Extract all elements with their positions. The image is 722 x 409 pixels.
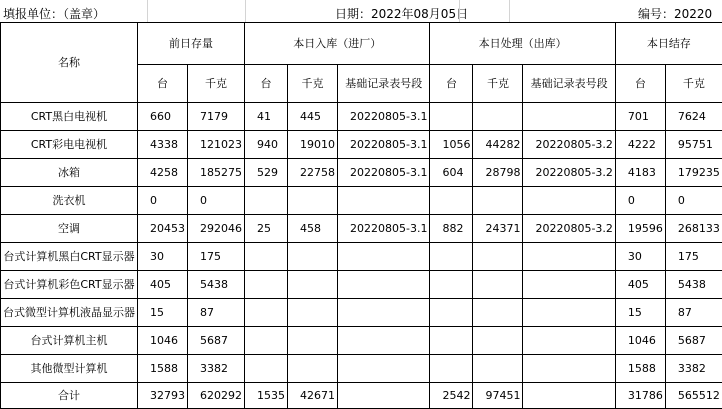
cell-end-kg: 565512: [665, 383, 722, 409]
cell-end-kg: 268133: [665, 215, 722, 243]
cell-in-units: [245, 355, 288, 383]
cell-in-units: [245, 243, 288, 271]
table-row: [1, 271, 722, 299]
cell-row-name: CRT彩电电视机: [1, 131, 138, 159]
table-row: [1, 187, 722, 215]
cell-in-units: 529: [245, 159, 288, 187]
cell-out-kg: 97451: [473, 383, 523, 409]
cell-out-record-seg: [523, 271, 615, 299]
table-row: [1, 327, 722, 355]
cell-prev-kg: 5438: [188, 271, 245, 299]
header-divider: [509, 0, 510, 22]
cell-prev-kg: 175: [188, 243, 245, 271]
cell-prev-units: 32793: [138, 383, 188, 409]
cell-end-kg: 5438: [665, 271, 722, 299]
subheader-units: 台: [138, 65, 188, 103]
cell-out-kg: [473, 327, 523, 355]
cell-out-record-seg: [523, 299, 615, 327]
report-number: 编号：20220: [638, 7, 713, 21]
cell-end-kg: 5687: [665, 327, 722, 355]
col-header-end-stock: 本日结存: [615, 23, 722, 65]
cell-in-units: [245, 327, 288, 355]
cell-end-kg: 179235: [665, 159, 722, 187]
cell-end-units: 19596: [615, 215, 665, 243]
table-row: [1, 215, 722, 243]
cell-prev-units: 660: [138, 103, 188, 131]
cell-in-units: [245, 187, 288, 215]
cell-prev-kg: 292046: [188, 215, 245, 243]
table-body: [1, 103, 722, 409]
cell-in-kg: 42671: [288, 383, 338, 409]
report-header: [0, 0, 713, 22]
cell-out-record-seg: [523, 383, 615, 409]
cell-end-kg: 3382: [665, 355, 722, 383]
cell-row-name: 台式计算机黑白CRT显示器: [1, 243, 138, 271]
cell-row-name: 冰箱: [1, 159, 138, 187]
col-header-in-today: 本日入库（进厂）: [245, 23, 430, 65]
cell-out-kg: [473, 355, 523, 383]
subheader-units: 台: [615, 65, 665, 103]
subheader-kg: 千克: [188, 65, 245, 103]
cell-out-record-seg: [523, 243, 615, 271]
cell-in-kg: [288, 271, 338, 299]
cell-out-units: [430, 243, 473, 271]
cell-in-kg: 19010: [288, 131, 338, 159]
cell-prev-kg: 7179: [188, 103, 245, 131]
cell-prev-units: 15: [138, 299, 188, 327]
cell-out-units: [430, 271, 473, 299]
cell-in-record-seg: [338, 271, 430, 299]
cell-out-record-seg: [523, 327, 615, 355]
cell-out-units: 2542: [430, 383, 473, 409]
cell-end-units: 31786: [615, 383, 665, 409]
cell-end-units: 1046: [615, 327, 665, 355]
cell-end-units: 4222: [615, 131, 665, 159]
col-header-prev-stock: 前日存量: [138, 23, 245, 65]
table-row: [1, 243, 722, 271]
cell-prev-units: 0: [138, 187, 188, 215]
table-row: [1, 131, 722, 159]
cell-in-kg: [288, 327, 338, 355]
cell-prev-units: 20453: [138, 215, 188, 243]
subheader-kg: 千克: [665, 65, 722, 103]
cell-prev-units: 1046: [138, 327, 188, 355]
cell-out-units: 604: [430, 159, 473, 187]
subheader-units: 台: [430, 65, 473, 103]
cell-end-units: 1588: [615, 355, 665, 383]
col-header-out-today: 本日处理（出库）: [430, 23, 615, 65]
report-date: 日期：2022年08月05日: [335, 7, 469, 21]
cell-prev-units: 1588: [138, 355, 188, 383]
cell-out-record-seg: 20220805-3.2: [523, 215, 615, 243]
table-row: [1, 383, 722, 409]
table-row: [1, 103, 722, 131]
cell-out-units: [430, 355, 473, 383]
cell-in-units: 25: [245, 215, 288, 243]
subheader-kg: 千克: [473, 65, 523, 103]
cell-in-record-seg: [338, 327, 430, 355]
cell-row-name: CRT黑白电视机: [1, 103, 138, 131]
cell-prev-units: 405: [138, 271, 188, 299]
cell-in-kg: [288, 299, 338, 327]
cell-out-units: [430, 103, 473, 131]
cell-prev-kg: 3382: [188, 355, 245, 383]
header-divider: [245, 0, 246, 22]
cell-in-kg: [288, 243, 338, 271]
cell-end-units: 4183: [615, 159, 665, 187]
cell-row-name: 台式计算机主机: [1, 327, 138, 355]
cell-row-name: 洗衣机: [1, 187, 138, 215]
cell-prev-kg: 620292: [188, 383, 245, 409]
cell-prev-kg: 0: [188, 187, 245, 215]
cell-out-units: 882: [430, 215, 473, 243]
cell-in-units: 1535: [245, 383, 288, 409]
cell-in-units: [245, 299, 288, 327]
cell-in-record-seg: 20220805-3.1: [338, 103, 430, 131]
cell-prev-units: 4338: [138, 131, 188, 159]
cell-out-record-seg: [523, 355, 615, 383]
table-row: [1, 159, 722, 187]
inventory-table: [0, 22, 722, 409]
reporting-unit-label: 填报单位：（盖章）: [3, 7, 106, 21]
cell-in-record-seg: 20220805-3.1: [338, 215, 430, 243]
cell-row-name: 台式计算机彩色CRT显示器: [1, 271, 138, 299]
cell-end-units: 15: [615, 299, 665, 327]
cell-in-kg: 445: [288, 103, 338, 131]
col-header-name: 名称: [1, 23, 138, 103]
header-divider: [147, 0, 148, 22]
cell-end-kg: 87: [665, 299, 722, 327]
cell-out-kg: 28798: [473, 159, 523, 187]
subheader-record-seg: 基础记录表号段: [523, 65, 615, 103]
cell-prev-units: 4258: [138, 159, 188, 187]
cell-out-units: [430, 327, 473, 355]
subheader-record-seg: 基础记录表号段: [338, 65, 430, 103]
cell-out-record-seg: 20220805-3.2: [523, 131, 615, 159]
cell-row-name: 合计: [1, 383, 138, 409]
cell-end-kg: 0: [665, 187, 722, 215]
cell-in-units: [245, 271, 288, 299]
cell-out-kg: [473, 103, 523, 131]
cell-end-units: 0: [615, 187, 665, 215]
cell-in-record-seg: [338, 383, 430, 409]
cell-end-kg: 95751: [665, 131, 722, 159]
cell-end-kg: 175: [665, 243, 722, 271]
cell-end-units: 701: [615, 103, 665, 131]
cell-out-kg: 24371: [473, 215, 523, 243]
cell-row-name: 台式微型计算机液晶显示器: [1, 299, 138, 327]
header-divider: [459, 0, 460, 22]
table-row: [1, 299, 722, 327]
cell-out-kg: [473, 271, 523, 299]
cell-prev-kg: 121023: [188, 131, 245, 159]
cell-out-units: [430, 187, 473, 215]
cell-end-units: 30: [615, 243, 665, 271]
cell-out-record-seg: 20220805-3.2: [523, 159, 615, 187]
cell-end-kg: 7624: [665, 103, 722, 131]
cell-out-record-seg: [523, 103, 615, 131]
cell-in-record-seg: [338, 355, 430, 383]
table-row: [1, 355, 722, 383]
cell-row-name: 空调: [1, 215, 138, 243]
cell-in-record-seg: [338, 299, 430, 327]
cell-out-kg: [473, 243, 523, 271]
cell-prev-kg: 185275: [188, 159, 245, 187]
cell-out-kg: [473, 299, 523, 327]
cell-prev-kg: 87: [188, 299, 245, 327]
cell-in-record-seg: [338, 243, 430, 271]
cell-out-record-seg: [523, 187, 615, 215]
cell-in-units: 940: [245, 131, 288, 159]
cell-out-units: [430, 299, 473, 327]
subheader-units: 台: [245, 65, 288, 103]
cell-row-name: 其他微型计算机: [1, 355, 138, 383]
cell-prev-kg: 5687: [188, 327, 245, 355]
cell-in-units: 41: [245, 103, 288, 131]
cell-in-kg: 22758: [288, 159, 338, 187]
cell-out-kg: [473, 187, 523, 215]
cell-end-units: 405: [615, 271, 665, 299]
cell-out-units: 1056: [430, 131, 473, 159]
cell-out-kg: 44282: [473, 131, 523, 159]
cell-in-record-seg: 20220805-3.1: [338, 159, 430, 187]
cell-in-kg: 458: [288, 215, 338, 243]
cell-in-record-seg: 20220805-3.1: [338, 131, 430, 159]
cell-in-kg: [288, 187, 338, 215]
cell-prev-units: 30: [138, 243, 188, 271]
cell-in-kg: [288, 355, 338, 383]
subheader-kg: 千克: [288, 65, 338, 103]
cell-in-record-seg: [338, 187, 430, 215]
